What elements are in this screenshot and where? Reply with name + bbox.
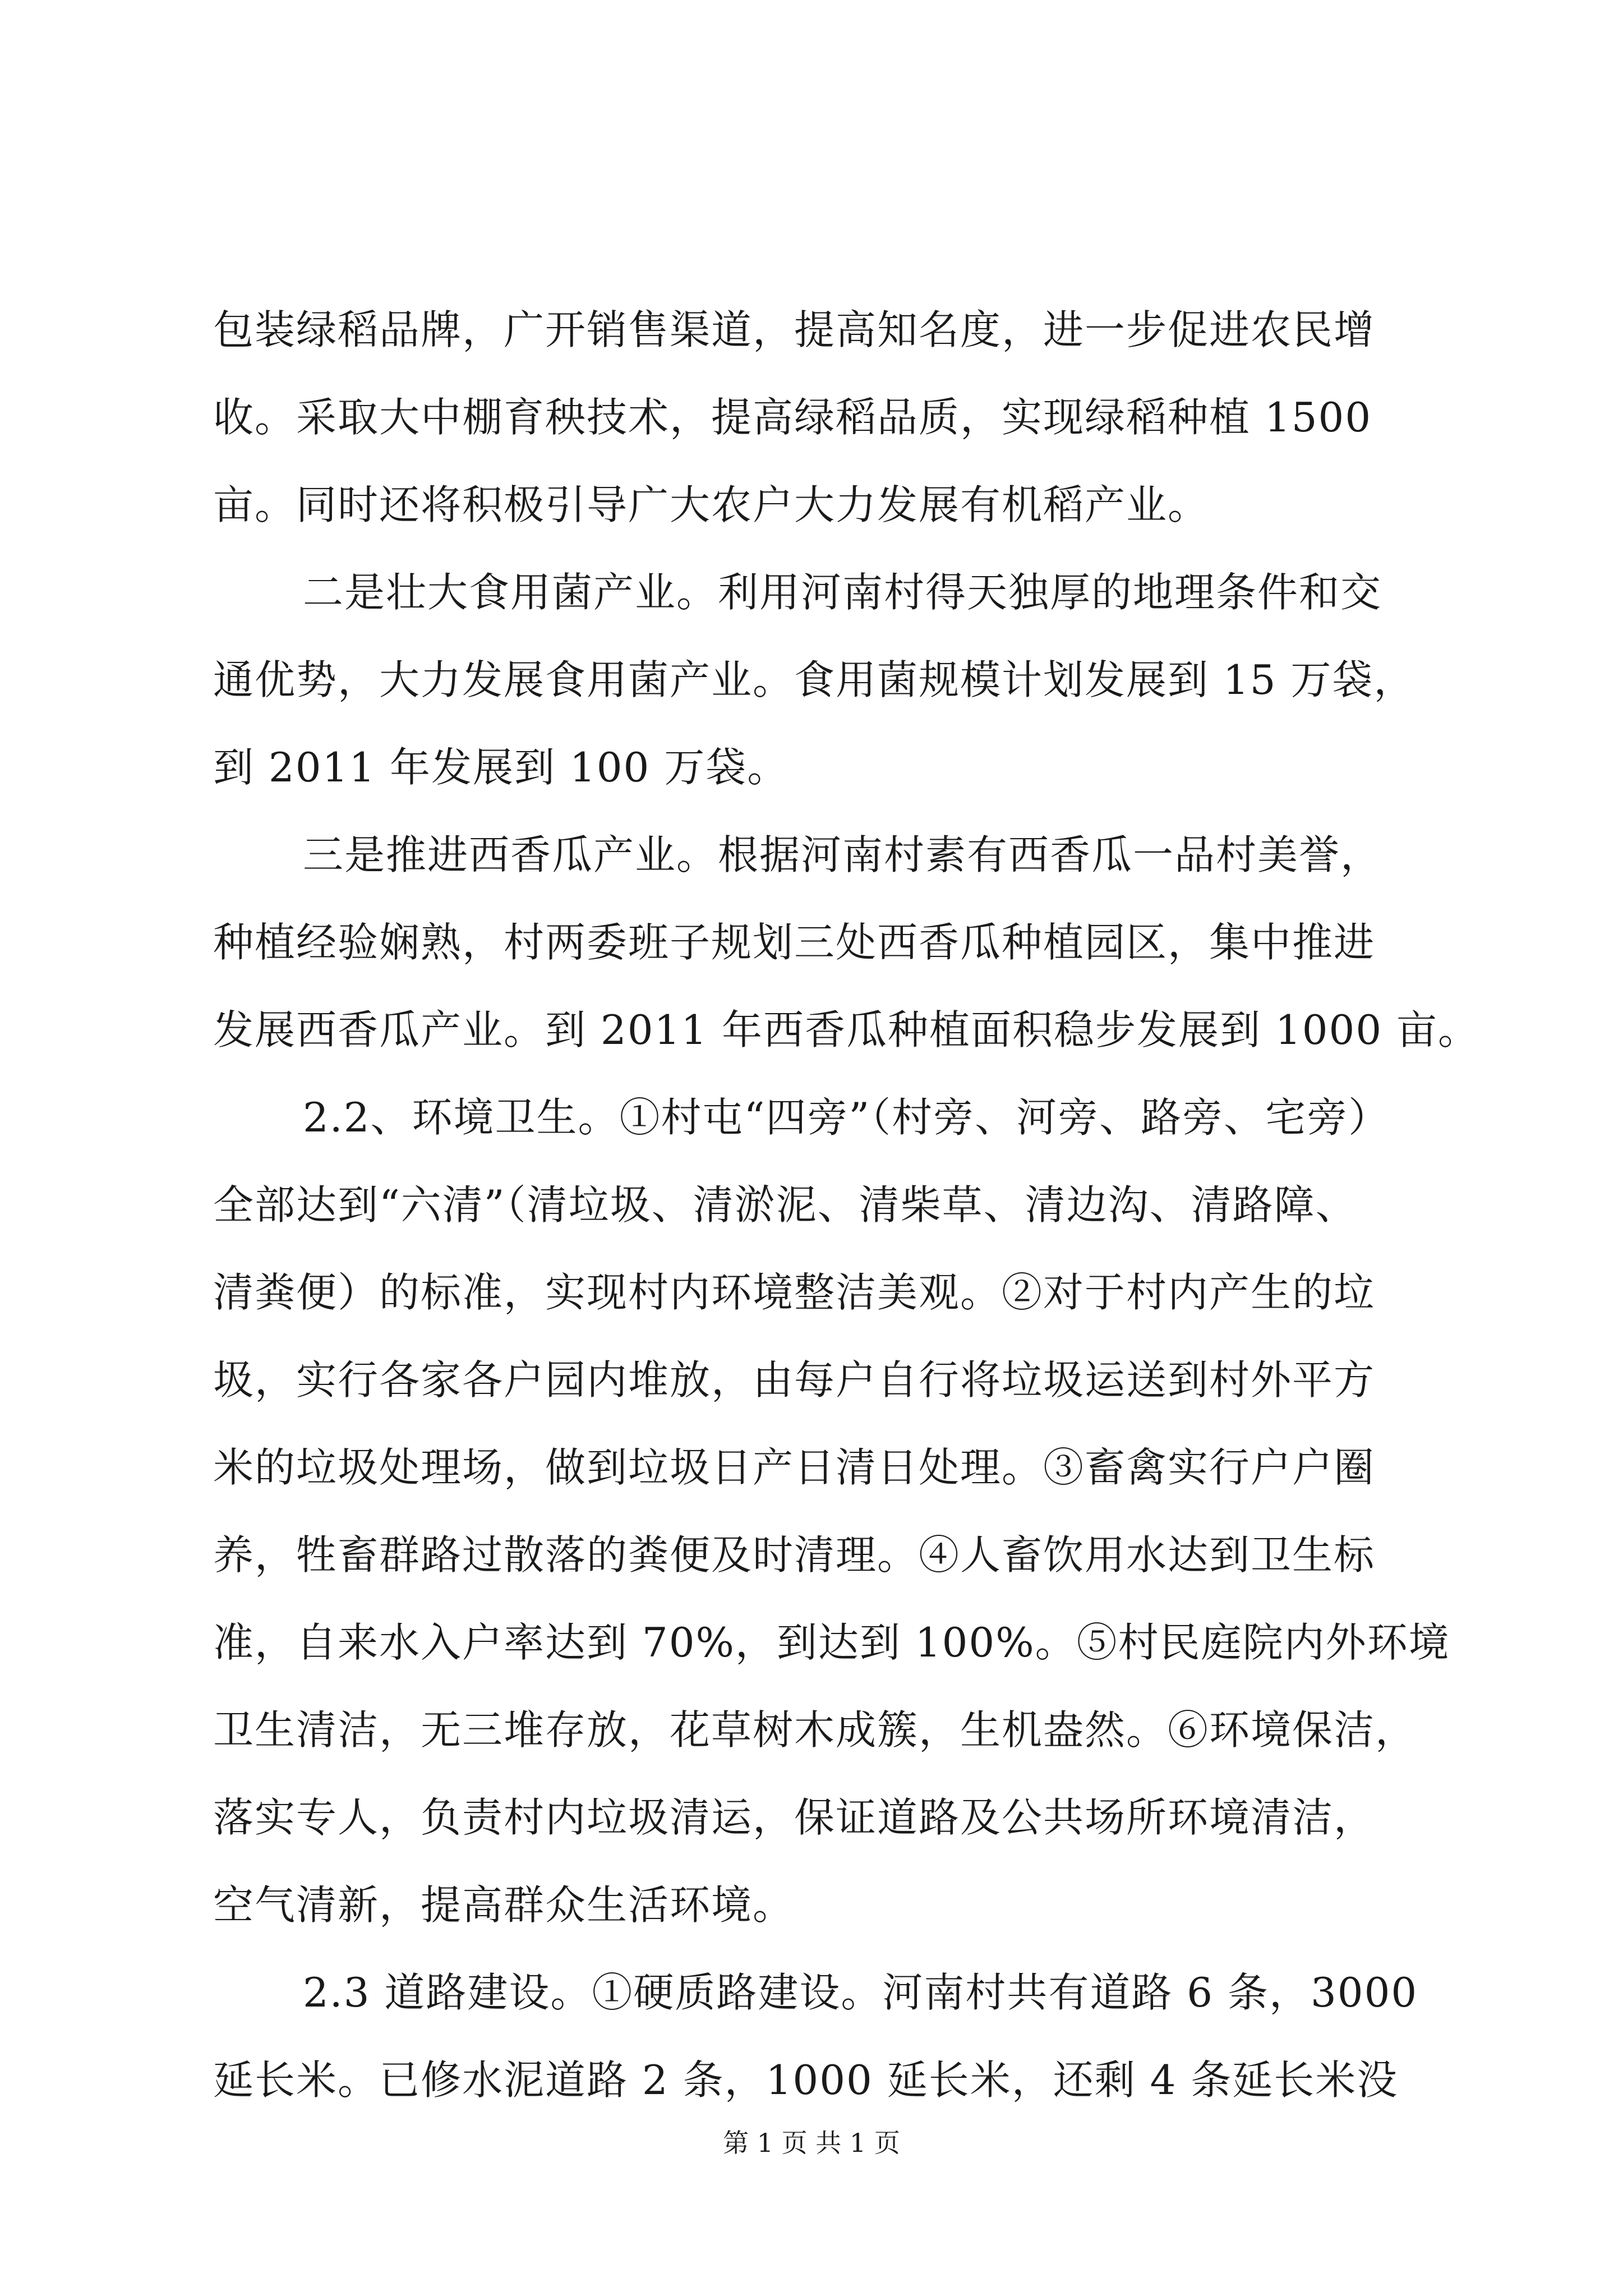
body-line-21: 延长米。已修水泥道路 2 条，1000 延长米，还剩 4 条延长米没 [213,2056,1399,2104]
body-line-6: 到 2011 年发展到 100 万袋。 [213,744,789,791]
body-line-8: 种植经验娴熟，村两委班子规划三处西香瓜种植园区，集中推进 [213,919,1376,966]
body-line-1: 包装绿稻品牌，广开销售渠道，提高知名度，进一步促进农民增 [213,306,1376,353]
body-line-7: 三是推进西香瓜产业。根据河南村素有西香瓜一品村美誉， [303,831,1382,878]
body-line-15: 养，牲畜群路过散落的粪便及时清理。④人畜饮用水达到卫生标 [213,1531,1376,1579]
body-line-19: 空气清新，提高群众生活环境。 [213,1881,795,1929]
body-line-2: 收。采取大中棚育秧技术，提高绿稻品质，实现绿稻种植 1500 [213,394,1372,441]
body-line-3: 亩。同时还将积极引导广大农户大力发展有机稻产业。 [213,481,1210,528]
body-line-20: 2.3 道路建设。①硬质路建设。河南村共有道路 6 条，3000 [303,1969,1418,2016]
body-line-12: 清粪便）的标准，实现村内环境整洁美观。②对于村内产生的垃 [213,1269,1376,1316]
body-line-14: 米的垃圾处理场，做到垃圾日产日清日处理。③畜禽实行户户圈 [213,1444,1376,1491]
body-line-16: 准，自来水入户率达到 70%，到达到 100%。⑤村民庭院内外环境 [213,1619,1450,1666]
body-line-10: 2.2、环境卫生。①村屯“四旁”（村旁、河旁、路旁、宅旁） [303,1094,1390,1141]
body-line-9: 发展西香瓜产业。到 2011 年西香瓜种植面积稳步发展到 1000 亩。 [213,1006,1480,1053]
body-line-11: 全部达到“六清”（清垃圾、清淤泥、清柴草、清边沟、清路障、 [213,1181,1357,1228]
body-line-5: 通优势，大力发展食用菌产业。食用菌规模计划发展到 15 万袋， [213,656,1415,703]
body-line-17: 卫生清洁，无三堆存放，花草树木成簇，生机盎然。⑥环境保洁， [213,1706,1417,1754]
body-line-18: 落实专人，负责村内垃圾清运，保证道路及公共场所环境清洁， [213,1794,1376,1841]
page-footer: 第 1 页 共 1 页 [723,2128,900,2158]
body-line-13: 圾，实行各家各户园内堆放，由每户自行将垃圾运送到村外平方 [213,1356,1376,1404]
body-line-4: 二是壮大食用菌产业。利用河南村得天独厚的地理条件和交 [303,569,1382,616]
